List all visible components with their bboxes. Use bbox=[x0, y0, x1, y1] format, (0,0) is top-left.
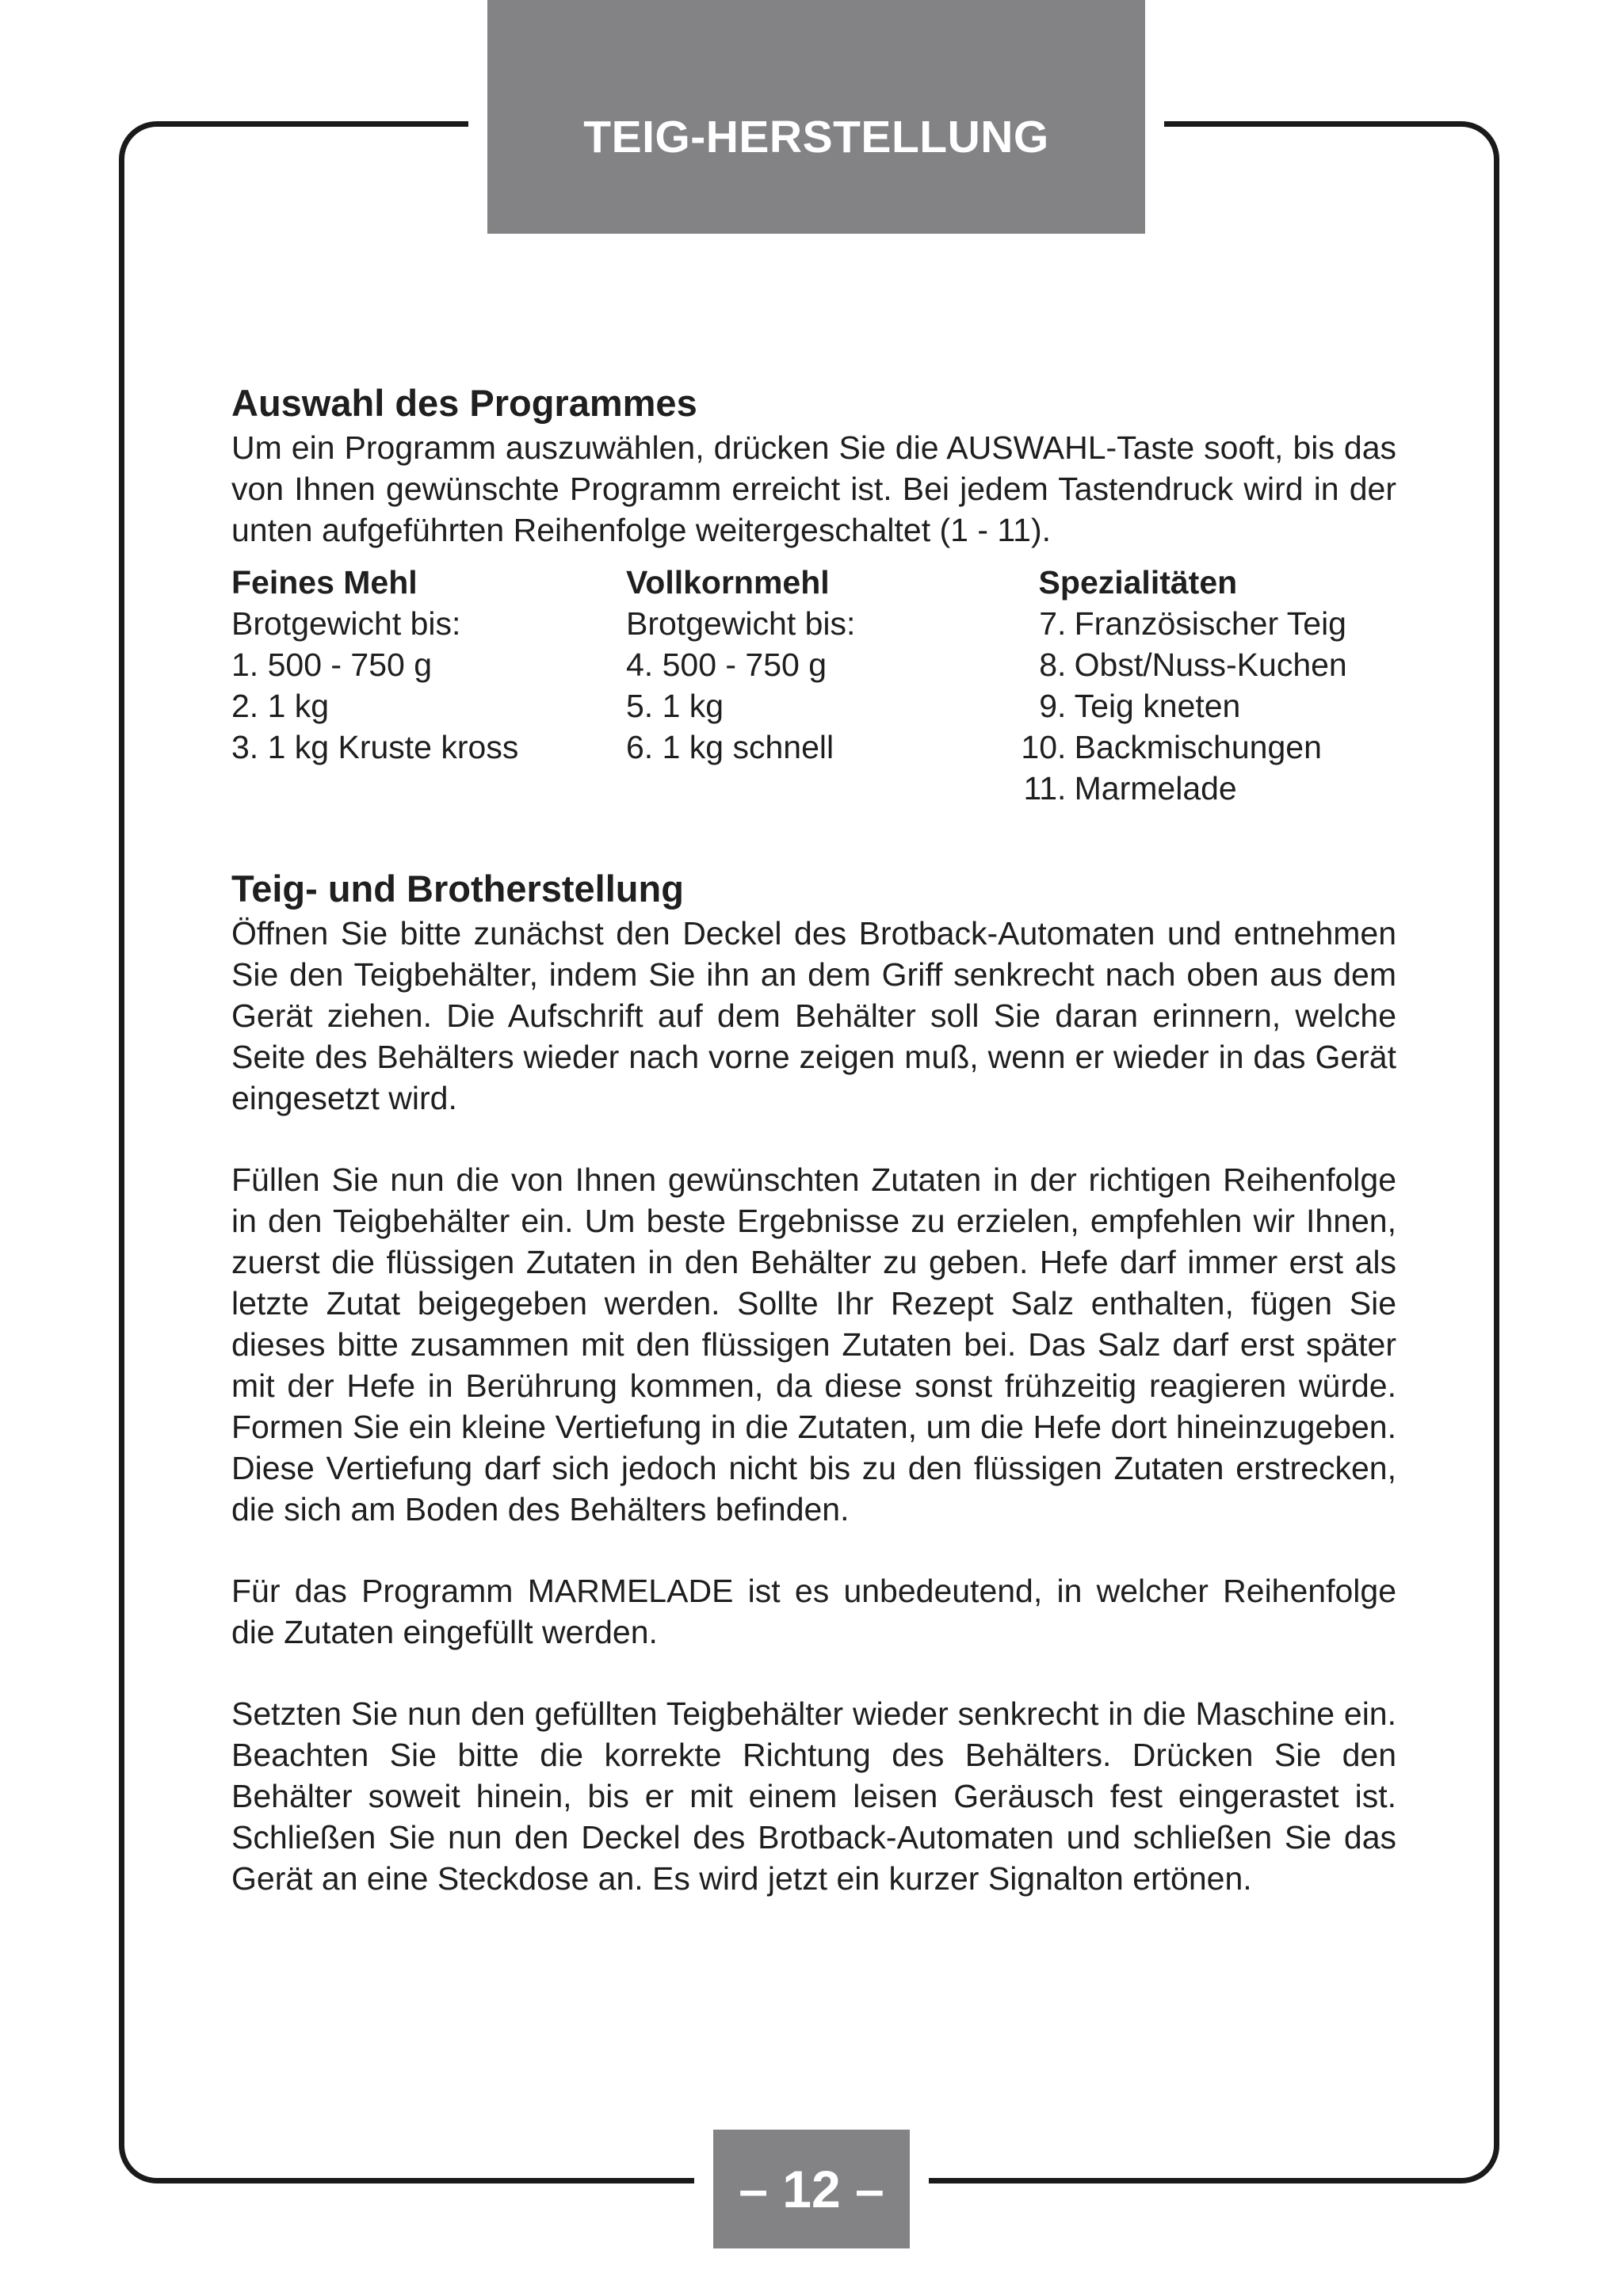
paragraph-jam-program: Für das Programm MARMELADE ist es unbedeutend, in welcher Reihenfolge die Zutaten eingefüllt werden. bbox=[231, 1573, 1396, 1651]
page-number: – 12 – bbox=[739, 2160, 884, 2218]
paragraph-ingredients: Füllen Sie nun die von Ihnen gewünschten Zutaten in der richtigen Reihenfolge in den Teigbehälter ein. Um beste Ergebnisse zu erzielen, empfehlen wir Ihnen, zuerst die flüssigen Zutaten in den Behälter zu geben. Hefe darf immer erst als letzte Zutat beigegeben werden. Sollte Ihr Rezept Salz enthalten, fügen Sie dieses bitte zusammen mit den flüssigen Zutaten bei. Das Salz darf erst später mit der Hefe in Berührung kommen, da diese sonst frühzeitig reagieren würde. Formen Sie ein kleine Vertiefung in die Zutaten, um die Hefe dort hineinzugeben. Diese Vertiefung darf sich jedoch nicht bis zu den flüssigen Zutaten erstrecken, die sich am Boden des Behälters befinden. bbox=[231, 1161, 1396, 1528]
list-item: 3. 1 kg Kruste kross bbox=[231, 729, 519, 766]
column-heading: Vollkornmehl bbox=[626, 564, 830, 601]
program-column-wholemeal bbox=[626, 562, 1021, 809]
item-number: 11. bbox=[1023, 770, 1067, 807]
section-heading-program-selection: Auswahl des Programmes bbox=[231, 382, 697, 424]
list-item: 5. 1 kg bbox=[626, 688, 724, 725]
list-item bbox=[1021, 603, 1396, 644]
item-label: Backmischungen bbox=[1074, 729, 1322, 766]
list-item: 2. 1 kg bbox=[231, 688, 330, 725]
list-item bbox=[1021, 644, 1396, 685]
page-title: TEIG-HERSTELLUNG bbox=[583, 111, 1049, 162]
page-content bbox=[231, 379, 1396, 1899]
program-column-specialties bbox=[1021, 562, 1396, 809]
list-item: 1. 500 - 750 g bbox=[231, 646, 433, 684]
list-item bbox=[1021, 768, 1396, 809]
item-label: Marmelade bbox=[1074, 770, 1237, 807]
page-number-tab bbox=[713, 2130, 910, 2248]
list-item bbox=[1021, 727, 1396, 768]
item-label: Teig kneten bbox=[1074, 688, 1241, 725]
item-number: 8. bbox=[1039, 646, 1067, 684]
column-heading: Spezialitäten bbox=[1038, 564, 1238, 601]
list-item: 4. 500 - 750 g bbox=[626, 646, 827, 684]
list-item: 6. 1 kg schnell bbox=[626, 729, 834, 766]
list-item: Brotgewicht bis: bbox=[626, 605, 856, 643]
program-column-fine-flour bbox=[231, 562, 626, 809]
item-number: 7. bbox=[1039, 605, 1067, 643]
paragraph-insert-container: Setzten Sie nun den gefüllten Teigbehälter wieder senkrecht in die Maschine ein. Beachten Sie bitte die korrekte Richtung des Behälters. Drücken Sie den Behälter soweit hinein, bis er mit einem leisen Geräusch fest eingerastet ist. Schließen Sie nun den Deckel des Brotback-Automaten und schließen Sie das Gerät an eine Steckdose an. Es wird jetzt ein kurzer Signalton ertönen. bbox=[231, 1695, 1396, 1897]
list-item: Brotgewicht bis: bbox=[231, 605, 461, 643]
paragraph-open-lid: Öffnen Sie bitte zunächst den Deckel des Brotback-Automaten und entnehmen Sie den Teigbehälter, indem Sie ihn an dem Griff senkrecht nach oben aus dem Gerät ziehen. Die Aufschrift auf dem Behälter soll Sie daran erinnern, welche Seite des Behälters wieder nach vorne zeigen muß, wenn er wieder in das Gerät eingesetzt wird. bbox=[231, 915, 1396, 1117]
header-tab bbox=[487, 0, 1145, 234]
item-number: 9. bbox=[1039, 688, 1067, 725]
item-number: 10. bbox=[1021, 729, 1067, 766]
section-heading-dough-bread: Teig- und Brotherstellung bbox=[231, 868, 684, 910]
program-list bbox=[231, 562, 1396, 809]
program-selection-intro: Um ein Programm auszuwählen, drücken Sie die AUSWAHL-Taste sooft, bis das von Ihnen gewünschte Programm erreicht ist. Bei jedem Tastendruck wird in der unten aufgeführten Reihenfolge weitergeschaltet (1 - 11). bbox=[231, 429, 1396, 549]
list-item bbox=[1021, 685, 1396, 727]
column-heading: Feines Mehl bbox=[231, 564, 418, 601]
item-label: Französischer Teig bbox=[1074, 605, 1346, 643]
item-label: Obst/Nuss-Kuchen bbox=[1074, 646, 1347, 684]
